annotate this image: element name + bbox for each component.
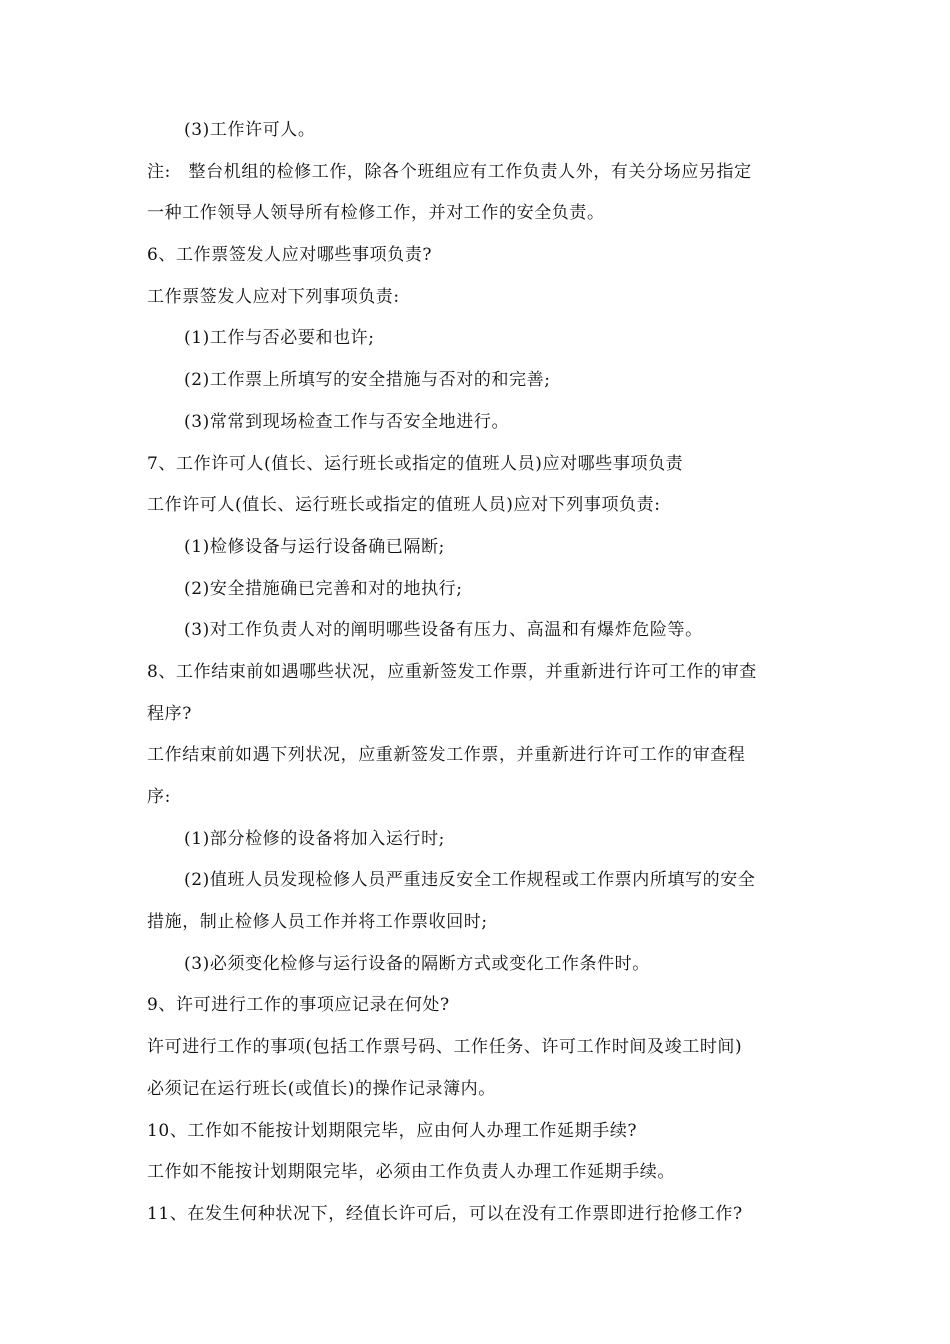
text-line: 措施，制止检修人员工作并将工作票收回时; (147, 912, 488, 933)
text-line: 必须记在运行班长(或值长)的操作记录簿内。 (147, 1078, 496, 1099)
text-line: 9、许可进行工作的事项应记录在何处? (147, 995, 450, 1016)
text-line: (2)值班人员发现检修人员严重违反安全工作规程或工作票内所填写的安全 (184, 870, 756, 891)
text-line: 工作如不能按计划期限完毕，必须由工作负责人办理工作延期手续。 (147, 1162, 675, 1183)
text-line: 程序? (147, 703, 192, 724)
text-line: (1)工作与否必要和也许; (184, 328, 375, 349)
text-line: (2)工作票上所填写的安全措施与否对的和完善; (184, 370, 551, 391)
text-line: 一种工作领导人领导所有检修工作，并对工作的安全负责。 (147, 203, 605, 224)
text-line: 8、工作结束前如遇哪些状况，应重新签发工作票，并重新进行许可工作的审查 (147, 661, 757, 682)
text-line: 工作结束前如遇下列状况，应重新签发工作票，并重新进行许可工作的审查程 (147, 745, 746, 766)
text-line: (3)对工作负责人对的阐明哪些设备有压力、高温和有爆炸危险等。 (184, 620, 703, 641)
text-line: 6、工作票签发人应对哪些事项负责? (147, 245, 433, 266)
text-line: 10、工作如不能按计划期限完毕，应由何人办理工作延期手续? (147, 1120, 638, 1141)
text-line: 11、在发生何种状况下，经值长许可后，可以在没有工作票即进行抢修工作? (147, 1203, 743, 1224)
text-line: 工作许可人(值长、运行班长或指定的值班人员)应对下列事项负责: (147, 495, 661, 516)
text-line: (2)安全措施确已完善和对的地执行; (184, 578, 463, 599)
text-line: (1)检修设备与运行设备确已隔断; (184, 536, 446, 557)
text-line: 7、工作许可人(值长、运行班长或指定的值班人员)应对哪些事项负责 (147, 453, 684, 474)
text-line: (3)必须变化检修与运行设备的隔断方式或变化工作条件时。 (184, 953, 650, 974)
text-line: 注: 整台机组的检修工作，除各个班组应有工作负责人外，有关分场应另指定 (147, 161, 752, 182)
text-line: (1)部分检修的设备将加入运行时; (184, 828, 446, 849)
text-line: 许可进行工作的事项(包括工作票号码、工作任务、许可工作时间及竣工时间) (147, 1037, 743, 1058)
text-line: 工作票签发人应对下列事项负责: (147, 286, 400, 307)
text-line: 序: (147, 787, 171, 807)
text-line: (3)常常到现场检查工作与否安全地进行。 (184, 411, 510, 432)
text-line: (3)工作许可人。 (184, 120, 316, 140)
